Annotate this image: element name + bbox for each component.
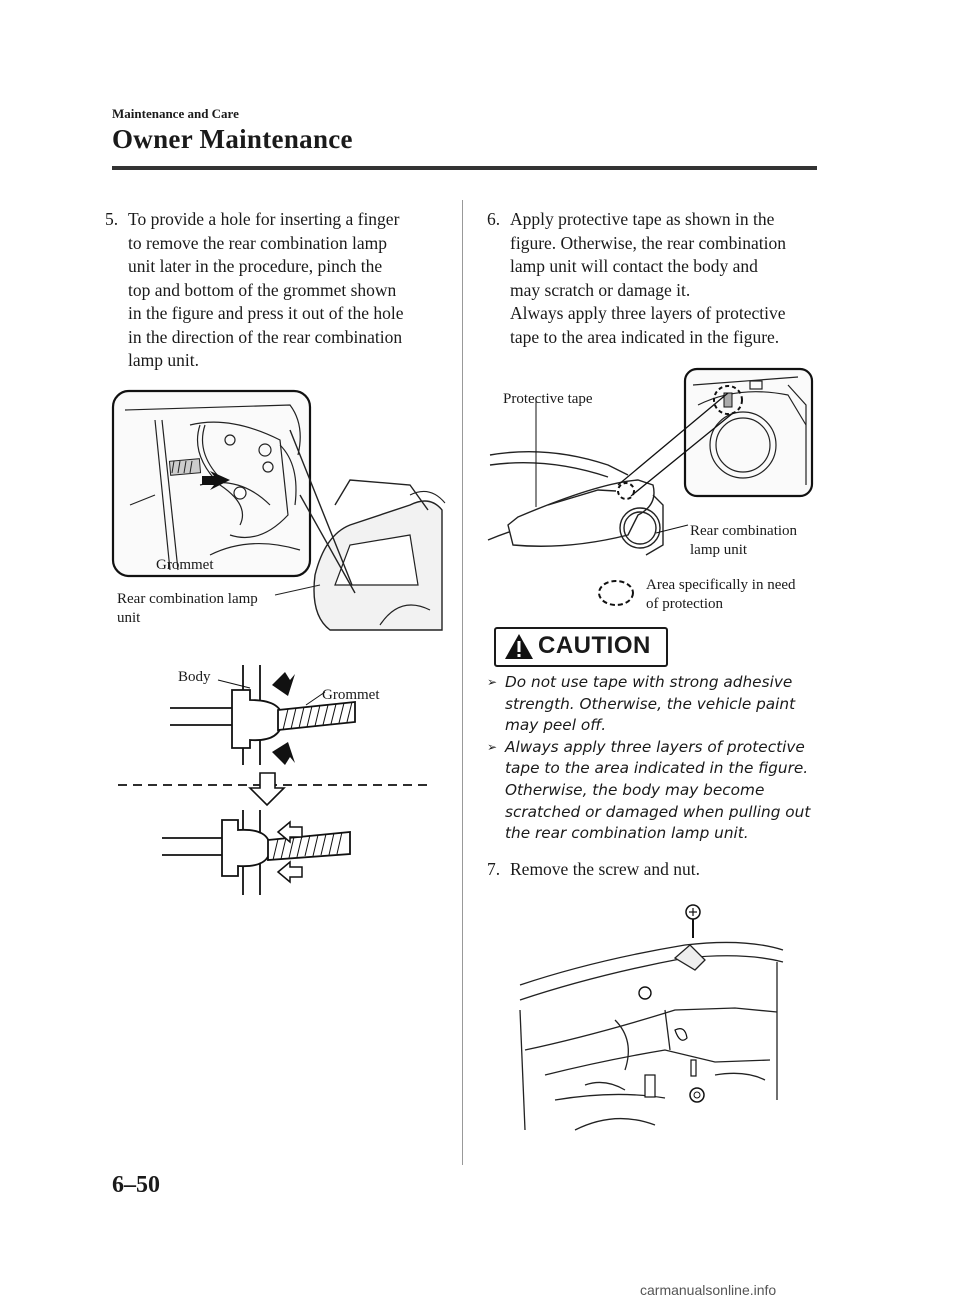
caution-line: tape to the area indicated in the figure. <box>505 759 809 778</box>
lamp-label-line1: Rear combination lamp <box>117 591 258 607</box>
section-label: Maintenance and Care <box>112 106 239 121</box>
caution-item <box>487 737 822 845</box>
figure-grommet-section <box>110 660 440 900</box>
title-rule <box>112 166 817 170</box>
caution-item <box>487 672 822 737</box>
step-line: in the direction of the rear combination <box>128 326 403 347</box>
page-title: Owner Maintenance <box>112 124 353 154</box>
step-line: may scratch or damage it. <box>510 279 691 300</box>
caution-line: strength. Otherwise, the vehicle paint <box>505 694 796 713</box>
step-line: Always apply three layers of protective <box>510 303 786 323</box>
caution-line: Do not use tape with strong adhesive <box>505 673 793 691</box>
step-line: to remove the rear combination lamp <box>128 232 388 253</box>
step-line: in the figure and press it out of the hole <box>128 303 404 323</box>
caution-line: Always apply three layers of protective <box>505 737 805 756</box>
step-text: Remove the screw and nut. <box>510 859 701 879</box>
step-line: tape to the area indicated in the figure. <box>510 326 780 347</box>
watermark: carmanualsonline.info <box>640 1282 777 1298</box>
arrow-bullet-icon: ➢ <box>487 739 498 754</box>
grommet-label-2: Grommet <box>322 687 380 703</box>
step-number: 6. <box>487 209 501 229</box>
step-line: figure. Otherwise, the rear combination <box>510 232 787 253</box>
body-label: Body <box>178 669 211 685</box>
step-line: To provide a hole for inserting a finger <box>128 209 400 229</box>
step-7 <box>487 858 827 882</box>
arrow-bullet-icon: ➢ <box>487 675 498 689</box>
warning-triangle-icon <box>504 633 534 660</box>
tape-label: Protective tape <box>503 391 593 407</box>
lamp-unit-label-line1: Rear combination <box>690 523 798 539</box>
grommet-label: Grommet <box>156 557 214 573</box>
page-number: 6–50 <box>112 1172 160 1198</box>
step-number: 7. <box>487 859 501 879</box>
step-6 <box>487 208 827 349</box>
lamp-unit-label-line2: lamp unit <box>690 542 748 558</box>
lamp-label-line2: unit <box>117 610 141 626</box>
area-label-line1: Area specifically in need <box>646 577 796 593</box>
step-line: Apply protective tape as shown in the <box>510 209 775 229</box>
step-line: lamp unit will contact the body and <box>510 256 758 276</box>
caution-box <box>494 627 668 667</box>
caution-list <box>487 672 822 845</box>
area-label-line2: of protection <box>646 596 724 612</box>
step-5 <box>105 208 450 373</box>
step-line: lamp unit. <box>128 350 199 370</box>
caution-line: Otherwise, the body may become <box>505 780 765 799</box>
step-line: top and bottom of the grommet shown <box>128 279 397 300</box>
caution-line: scratched or damaged when pulling out <box>505 802 811 821</box>
caution-line: the rear combination lamp unit. <box>505 824 749 843</box>
step-number: 5. <box>105 209 119 229</box>
caution-line: may peel off. <box>505 716 607 735</box>
column-divider <box>462 200 463 1165</box>
step-line: unit later in the procedure, pinch the <box>128 256 383 276</box>
figure-screw-nut <box>515 900 790 1135</box>
caution-heading: CAUTION <box>538 632 651 659</box>
